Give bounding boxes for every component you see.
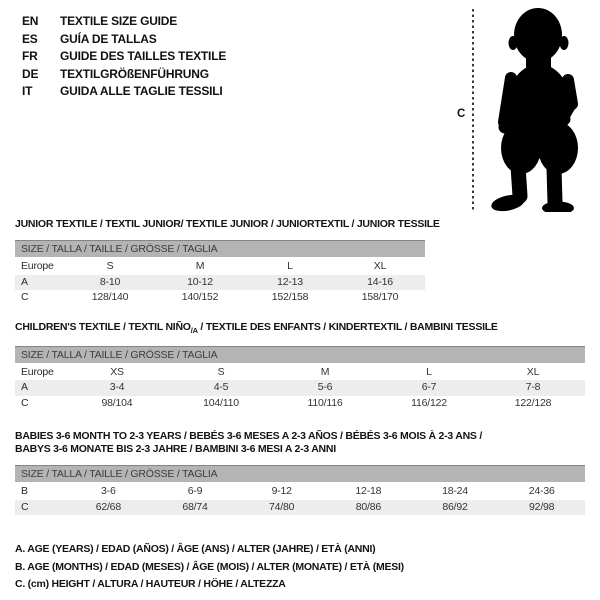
table-cell: 12-18	[355, 485, 382, 498]
table-cell: 6-9	[187, 485, 203, 498]
toddler-silhouette-icon	[478, 6, 600, 212]
section-title	[15, 218, 600, 231]
language-code: EN	[22, 14, 39, 28]
section-title	[15, 321, 600, 337]
table-cell: S	[106, 260, 114, 272]
table-cell: XL	[526, 365, 540, 378]
table-cell: 9-12	[271, 485, 292, 498]
size-header-bar: SIZE / TALLA / TAILLE / GRÖSSE / TAGLIA	[15, 346, 585, 363]
table-cell: 8-10	[99, 275, 121, 288]
table-cell: 80/86	[355, 500, 381, 513]
language-code: DE	[22, 66, 39, 81]
table-row	[15, 259, 425, 275]
page-header	[0, 0, 600, 212]
table-cell: 6-7	[421, 381, 437, 394]
table-cell: 68/74	[182, 500, 208, 513]
size-section	[15, 321, 600, 412]
table-row	[15, 484, 585, 500]
row-label: Europe	[21, 365, 54, 378]
size-header-bar: SIZE / TALLA / TAILLE / GRÖSSE / TAGLIA	[15, 465, 585, 482]
section-title-text: CHILDREN'S TEXTILE / TEXTIL NIÑO	[15, 320, 191, 333]
language-title: GUIDA ALLE TAGLIE TESSILI	[60, 84, 223, 98]
table-cell: 18-24	[442, 485, 468, 498]
row-label: Europe	[21, 260, 54, 272]
language-code: FR	[22, 49, 38, 63]
table-cell: 158/170	[361, 291, 399, 303]
table-cell: 152/158	[271, 291, 309, 303]
table-cell: 140/152	[181, 291, 219, 303]
section-title-line	[15, 218, 600, 231]
table-cell: 92/98	[529, 500, 555, 513]
table-cell: 62/68	[95, 500, 121, 513]
language-title: GUÍA DE TALLAS	[60, 31, 157, 46]
legend-note: C. (cm) HEIGHT / ALTURA / HAUTEUR / HÖHE / ALTEZZA	[15, 578, 286, 591]
section-title-text: JUNIOR TEXTILE / TEXTIL JUNIOR/ TEXTILE JUNIOR / JUNIORTEXTIL / JUNIOR TESSILE	[15, 218, 440, 230]
table-row	[15, 396, 585, 412]
table-cell: XS	[110, 365, 124, 378]
table-rows	[15, 365, 585, 412]
table-cell: 3-4	[109, 381, 125, 394]
legend-note: A. AGE (YEARS) / EDAD (AÑOS) / ÂGE (ANS) / ALTER (JAHRE) / ETÀ (ANNI)	[15, 543, 376, 556]
size-section	[15, 430, 600, 515]
language-title: TEXTILE SIZE GUIDE	[60, 14, 178, 28]
section-title-text: BABYS 3-6 MONATE BIS 2-3 JAHRE / BAMBINI 3-6 MESI A 2-3 ANNI	[15, 443, 336, 456]
toddler-figure	[456, 6, 600, 212]
table-cell: 4-5	[213, 381, 229, 394]
table-cell: 14-16	[367, 275, 393, 288]
table-cell: 7-8	[525, 381, 541, 394]
table-cell: L	[426, 365, 432, 378]
legend-note: B. AGE (MONTHS) / EDAD (MESES) / ÂGE (MOIS) / ALTER (MONATE) / ETÀ (MESI)	[15, 560, 404, 573]
size-section	[15, 218, 600, 306]
language-code: ES	[22, 31, 38, 46]
size-header-bar: SIZE / TALLA / TAILLE / GRÖSSE / TAGLIA	[15, 240, 425, 257]
size-table	[15, 346, 585, 412]
table-cell: 74/80	[269, 500, 295, 513]
section-title-line	[15, 443, 600, 456]
table-cell: 98/104	[101, 396, 133, 409]
table-cell: 122/128	[514, 396, 552, 409]
size-table	[15, 465, 585, 515]
table-cell: L	[287, 260, 293, 272]
table-rows	[15, 484, 585, 515]
section-title-line	[15, 430, 600, 443]
table-row	[15, 500, 585, 516]
table-cell: 12-13	[277, 275, 303, 288]
table-row	[15, 290, 425, 306]
table-rows	[15, 259, 425, 306]
height-measure-dotted-line	[472, 9, 474, 210]
table-cell: M	[195, 260, 205, 272]
section-title-text: / TEXTILE DES ENFANTS / KINDERTEXTIL / BAMBINI TESSILE	[197, 320, 498, 333]
size-tables	[15, 218, 600, 515]
table-cell: 116/122	[411, 396, 447, 409]
row-label: C	[21, 396, 29, 409]
row-label: C	[21, 291, 29, 303]
section-title-text: BABIES 3-6 MONTH TO 2-3 YEARS / BEBÉS 3-6 MESES A 2-3 AÑOS / BÉBÉS 3-6 MOIS À 2-3 ANS /	[15, 430, 483, 443]
section-title-text: /A	[190, 325, 198, 335]
table-cell: S	[217, 365, 225, 378]
language-title: TEXTILGRÖßENFÜHRUNG	[60, 66, 209, 81]
table-cell: 110/116	[307, 396, 343, 409]
table-cell: XL	[373, 260, 387, 272]
table-cell: M	[320, 365, 330, 378]
table-cell: 24-36	[528, 485, 555, 498]
row-label: C	[21, 500, 29, 513]
height-marker-label: C	[457, 108, 466, 120]
row-label: A	[21, 381, 28, 394]
legend-notes	[15, 541, 600, 594]
table-cell: 104/110	[203, 396, 239, 409]
row-label: A	[21, 275, 28, 288]
language-title: GUIDE DES TAILLES TEXTILE	[60, 49, 227, 63]
table-cell: 128/140	[91, 291, 129, 303]
size-table	[15, 240, 425, 306]
row-label: B	[21, 485, 28, 498]
table-row	[15, 380, 585, 396]
section-title-line	[15, 321, 600, 337]
table-cell: 3-6	[101, 485, 116, 498]
table-cell: 10-12	[187, 275, 213, 288]
section-title	[15, 430, 600, 456]
language-code: IT	[22, 84, 33, 98]
table-row	[15, 275, 425, 291]
table-row	[15, 365, 585, 381]
table-cell: 86/92	[442, 500, 468, 513]
table-cell: 5-6	[317, 381, 333, 394]
